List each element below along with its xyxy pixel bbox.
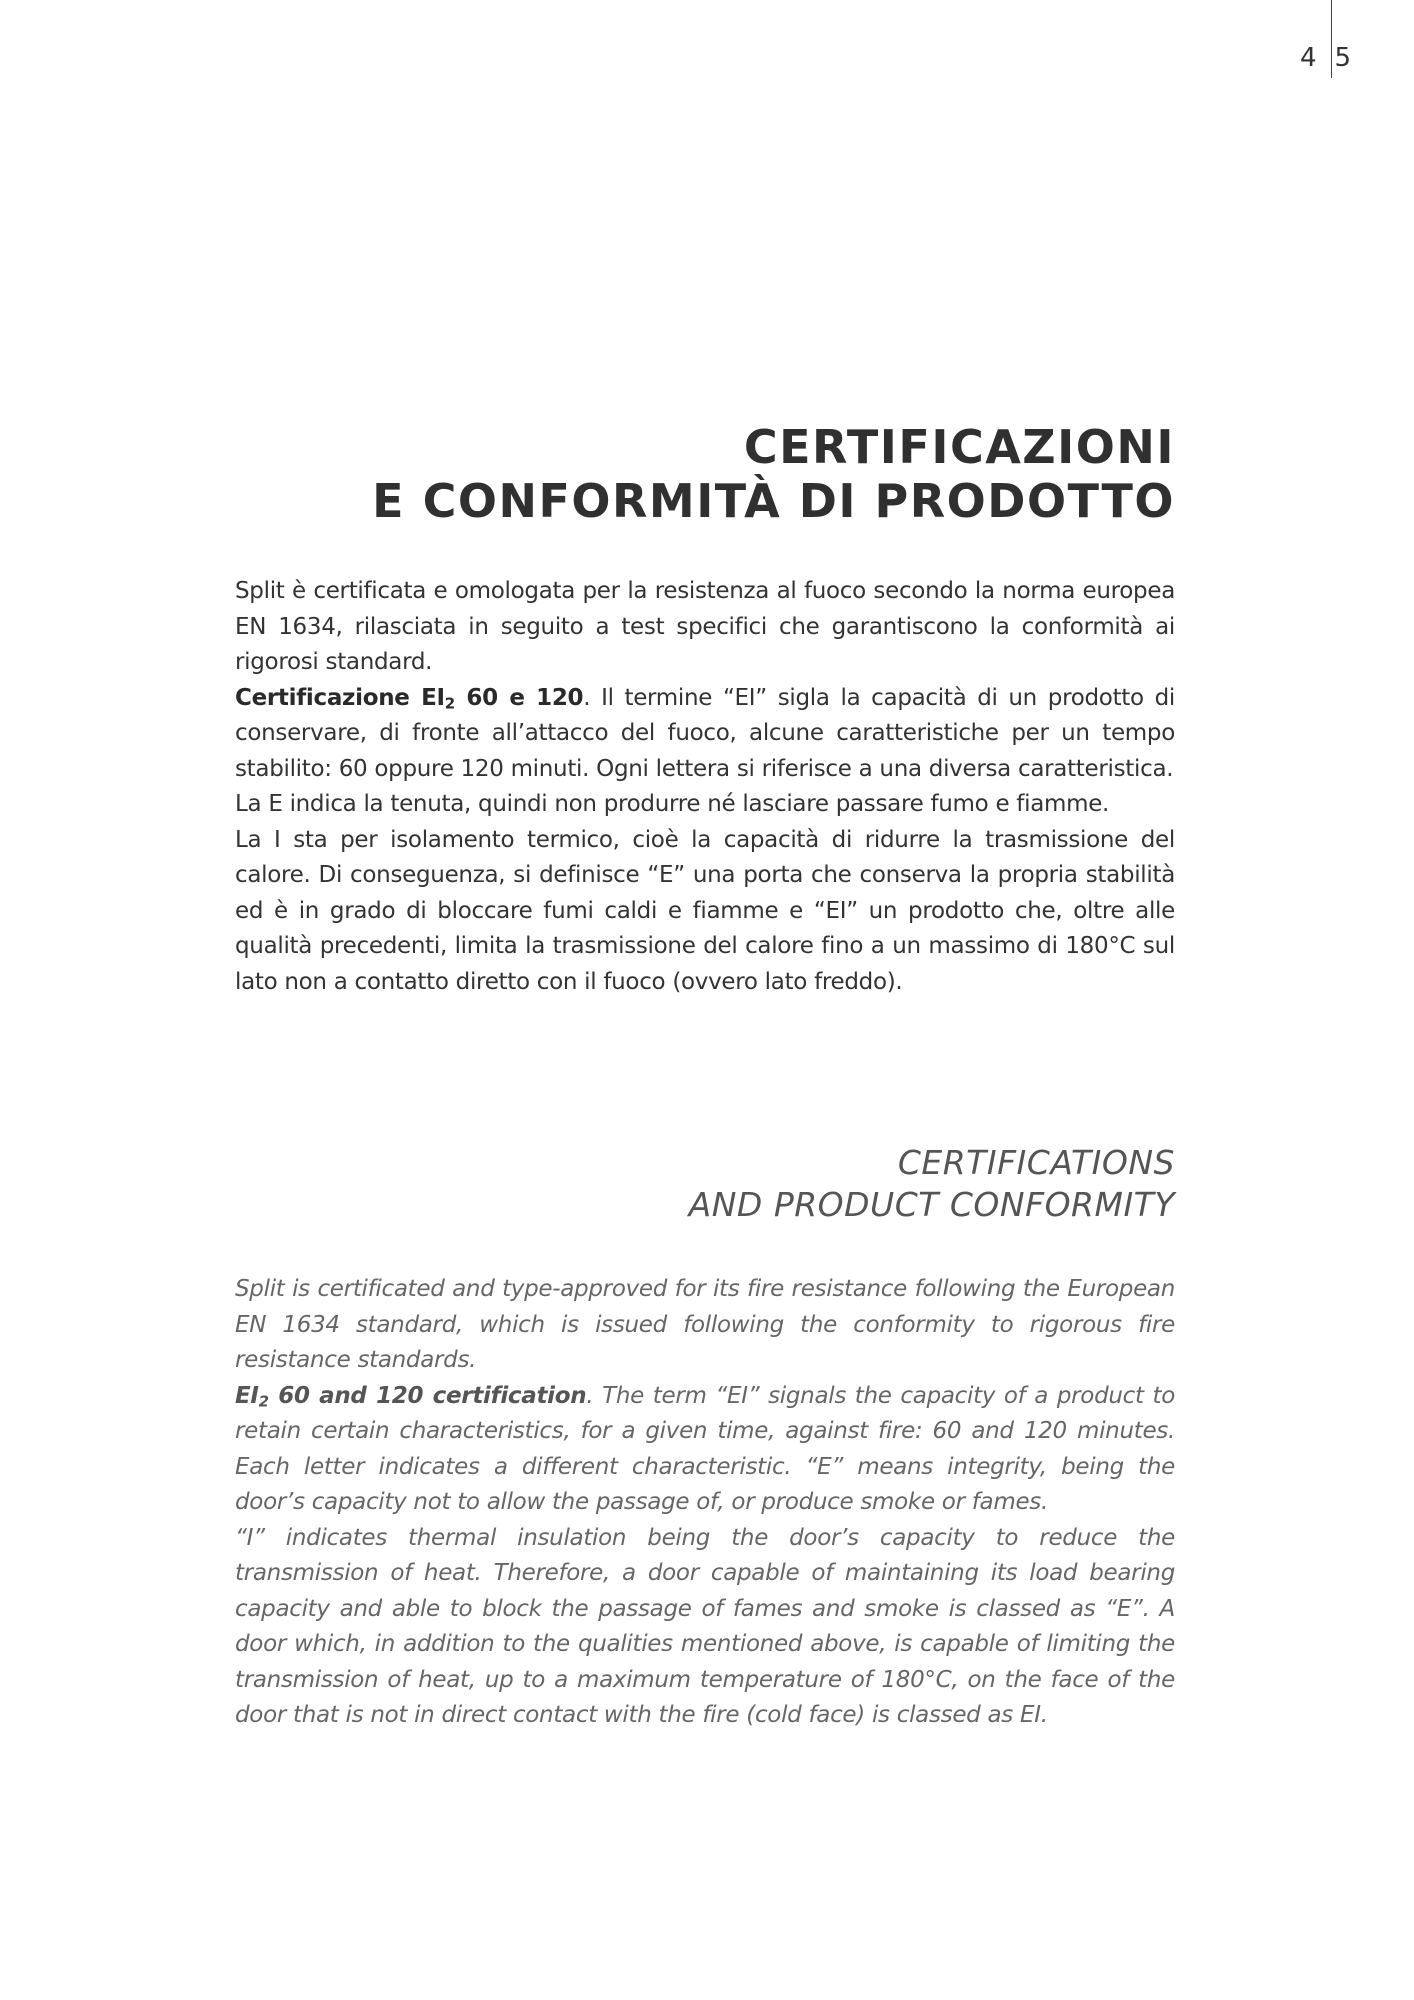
italian-i-paragraph: La I sta per isolamento termico, cioè la capacità di ridurre la trasmissione del calore. Di conseguenza, si definisce “E” una porta che conserva la propria stabilità ed è in grado di bloccare fumi caldi e fiamme e “EI” un prodotto che, oltre alle qualità precedenti, limita la trasmissione del calore fino a un massimo di 180°C sul lato non a contatto diretto con il fuoco (ovvero lato freddo). <box>235 826 1175 995</box>
english-i-paragraph: “I” indicates thermal insulation being the door’s capacity to reduce the transmission of heat. Therefore, a door capable of maintaining its load bearing capacity and able to block the passage of fames and smoke is classed as “E”. A door which, in addition to the qualities mentioned above, is capable of limiting the transmission of heat, up to a maximum temperature of 180°C, on the face of the door that is not in direct contact with the fire (cold face) is classed as EI. <box>235 1524 1175 1728</box>
english-cert-text: . The term “EI” signals the capacity of a product to retain certain characteristics, for a given time, against fire: 60 and 120 minutes. Each letter indicates a different characteristic. “E” means integrity, being the door’s capacity not to allow the passage of, or produce smoke or fames. <box>235 1382 1175 1515</box>
english-cert-label-suffix: 60 and 120 certification <box>268 1382 587 1409</box>
italian-cert-label-subscript: 2 <box>444 694 455 713</box>
page-numbers <box>1300 38 1351 78</box>
italian-cert-text: . Il termine “EI” sigla la capacità di un prodotto di conservare, di fronte all’attacco del fuoco, alcune caratteristiche per un tempo stabilito: 60 oppure 120 minuti. Ogni lettera si riferisce a una diversa caratteristica. <box>235 684 1175 782</box>
english-title-line1: CERTIFICATIONS <box>897 1143 1175 1182</box>
page-number-left: 4 <box>1300 43 1317 73</box>
italian-body <box>235 574 1175 1000</box>
english-cert-label <box>235 1383 586 1409</box>
italian-title-line2: E CONFORMITÀ DI PRODOTTO <box>372 474 1175 528</box>
page-number-right: 5 <box>1334 43 1352 73</box>
italian-cert-label-suffix: 60 e 120 <box>454 684 584 711</box>
italian-title <box>372 420 1175 528</box>
english-intro-paragraph: Split is certificated and type-approved for its fire resistance following the European EN 1634 standard, which is issued following the conformity to rigorous fire resistance standards. <box>235 1276 1175 1373</box>
italian-intro-paragraph: Split è certificata e omologata per la resistenza al fuoco secondo la norma europea EN 1634, rilasciata in seguito a test specifici che garantiscono la conformità ai rigorosi standard. <box>235 578 1175 675</box>
italian-cert-label <box>235 685 583 711</box>
italian-cert-label-prefix: Certificazione EI <box>235 684 445 711</box>
english-title-line2: AND PRODUCT CONFORMITY <box>688 1185 1175 1224</box>
english-body <box>235 1272 1175 1734</box>
english-title <box>689 1142 1175 1226</box>
italian-e-paragraph: La E indica la tenuta, quindi non produrre né lasciare passare fumo e fiamme. <box>235 791 1110 817</box>
italian-certification-paragraph <box>235 681 1175 788</box>
italian-title-line1: CERTIFICAZIONI <box>743 420 1175 474</box>
english-cert-label-subscript: 2 <box>258 1392 269 1411</box>
english-cert-label-prefix: EI <box>235 1382 259 1409</box>
english-certification-paragraph <box>235 1379 1175 1521</box>
